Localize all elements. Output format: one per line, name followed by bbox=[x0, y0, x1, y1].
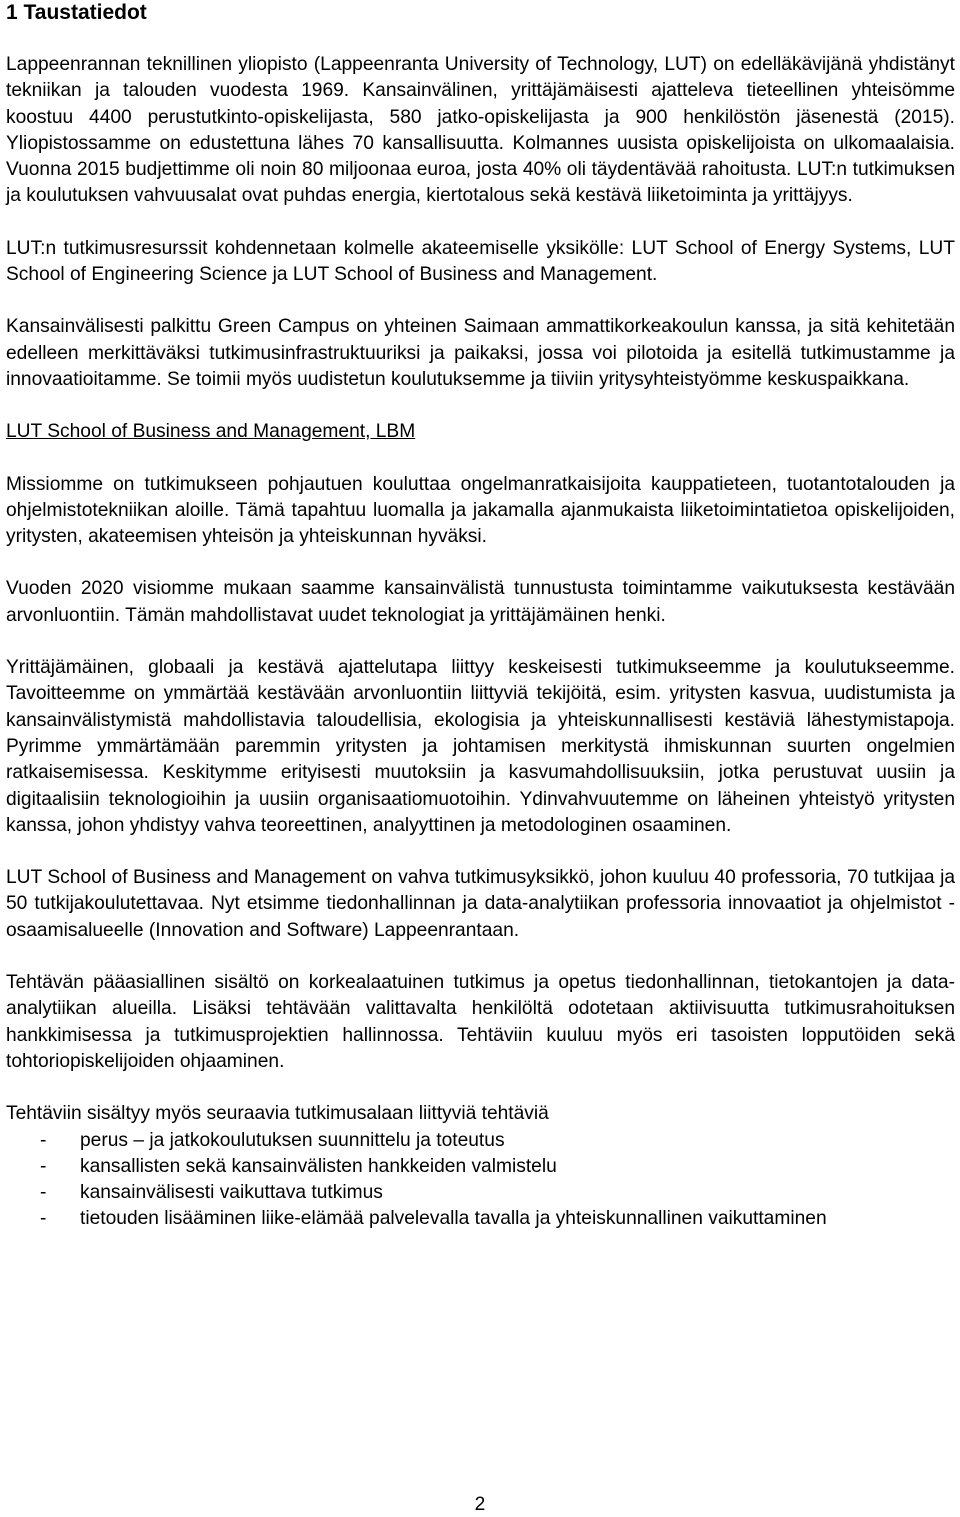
paragraph-duties: Tehtävän pääasiallinen sisältö on korkealaatuinen tutkimus ja opetus tiedonhallinnan, tietokantojen ja data-analytiikan alueilla. Lisäksi tehtävään valittavalta henkilöltä odotetaan aktiivisuutta tutkimusrahoituksen hankkimisessa ja tutkimusprojektien hallinnossa. Tehtäviin kuuluu myös eri tasoisten lopputöiden sekä tohtoriopiskelijoiden ohjaaminen. bbox=[6, 972, 955, 1072]
paragraph-approach: Yrittäjämäinen, globaali ja kestävä ajattelutapa liittyy keskeisesti tutkimukseemme ja koulutukseemme. Tavoitteemme on ymmärtää kestävään arvonluontiin liittyviä tekijöitä, esim. yritysten kasvua, uudistumista ja kansainvälistymistä mahdollistavia taloudellisia, ekologisia ja yhteiskunnallisesti kestäviä lähestymistapoja. Pyrimme ymmärtämään paremmin yritysten ja johtamisen merkitystä ihmiskunnan suurten ongelmien ratkaisemisessa. Keskitymme erityisesti muutoksiin ja kasvumahdollisuuksiin, jotka perustuvat uusiin ja digitaalisiin teknologioihin ja uusiin organisaatiomuotoihin. Ydinvahvuutemme on läheinen yhteistyö yritysten kanssa, johon yhdistyy vahva teoreettinen, analyyttinen ja metodologinen osaaminen. bbox=[6, 657, 955, 836]
list-item bbox=[6, 1206, 955, 1232]
list-dash: - bbox=[40, 1155, 47, 1177]
list-item-text: kansainvälisesti vaikuttava tutkimus bbox=[80, 1182, 383, 1204]
paragraph-unit: LUT School of Business and Management on vahva tutkimusyksikkö, johon kuuluu 40 professoria, 70 tutkijaa ja 50 tutkijakoulutettavaa. Nyt etsimme tiedonhallinnan ja data-analytiikan professoria innovaatiot ja ohjelmistot -osaamisalueelle (Innovation and Software) Lappeenrantaan. bbox=[6, 867, 955, 941]
paragraph-mission: Missiomme on tutkimukseen pohjautuen kouluttaa ongelmanratkaisijoita kauppatieteen, tuotantotalouden ja ohjelmistotekniikan aloille. Tämä tapahtuu luomalla ja jakamalla ajanmukaista liiketoimintatietoa opiskelijoiden, yritysten, akateemisen yhteisön ja yhteiskunnan hyväksi. bbox=[6, 473, 955, 548]
list-dash: - bbox=[40, 1129, 47, 1151]
list-dash: - bbox=[40, 1208, 47, 1230]
list-item bbox=[6, 1128, 955, 1154]
list-item bbox=[6, 1180, 955, 1206]
section-heading: 1 Taustatiedot bbox=[6, 1, 147, 24]
list-item bbox=[6, 1154, 955, 1180]
subheading-lbm: LUT School of Business and Management, LBM bbox=[6, 421, 416, 443]
paragraph-green-campus: Kansainvälisesti palkittu Green Campus on yhteinen Saimaan ammattikorkeakoulun kanssa, ja sitä kehitetään edelleen merkittäväksi tutkimusinfrastruktuuriksi ja paikaksi, jossa voi pilotoida ja esitellä tutkimustamme ja innovaatioitamme. Se toimii myös uudistetun koulutuksemme ja tiiviin yritysyhteistyömme keskuspaikkana. bbox=[6, 316, 955, 390]
list-item-text: tietouden lisääminen liike-elämää palvelevalla tavalla ja yhteiskunnallinen vaikuttaminen bbox=[80, 1208, 827, 1230]
document-page bbox=[6, 0, 955, 1233]
list-item-text: kansallisten sekä kansainvälisten hankkeiden valmistelu bbox=[80, 1155, 557, 1177]
paragraph-schools: LUT:n tutkimusresurssit kohdennetaan kolmelle akateemiselle yksikölle: LUT School of Energy Systems, LUT School of Engineering Science ja LUT School of Business and Management. bbox=[6, 237, 955, 286]
duties-list bbox=[6, 1128, 955, 1233]
page-number: 2 bbox=[474, 1494, 486, 1515]
paragraph-vision: Vuoden 2020 visiomme mukaan saamme kansainvälistä tunnustusta toimintamme vaikutuksesta kestävään arvonluontiin. Tämän mahdollistavat uudet teknologiat ja yrittäjämäinen henki. bbox=[6, 578, 955, 626]
list-dash: - bbox=[40, 1182, 47, 1204]
list-item-text: perus – ja jatkokoulutuksen suunnittelu ja toteutus bbox=[80, 1129, 505, 1151]
paragraph-intro: Lappeenrannan teknillinen yliopisto (Lappeenranta University of Technology, LUT) on edelläkävijänä yhdistänyt tekniikan ja talouden vuodesta 1969. Kansainvälinen, yrittäjämäisesti ajatteleva tieteellinen yhteisömme koostuu 4400 perustutkinto-opiskelijasta, 580 jatko-opiskelijasta ja 900 henkilöstön jäsenestä (2015). Yliopistossamme on edustettuna lähes 70 kansallisuutta. Kolmannes uusista opiskelijoista on ulkomaalaisia. Vuonna 2015 budjettimme oli noin 80 miljoonaa euroa, josta 40% oli täydentävää rahoitusta. LUT:n tutkimuksen ja koulutuksen vahvuusalat ovat puhdas energia, kiertotalous sekä kestävä liiketoiminta ja yrittäjyys. bbox=[6, 54, 955, 207]
list-intro: Tehtäviin sisältyy myös seuraavia tutkimusalaan liittyviä tehtäviä bbox=[6, 1103, 549, 1125]
